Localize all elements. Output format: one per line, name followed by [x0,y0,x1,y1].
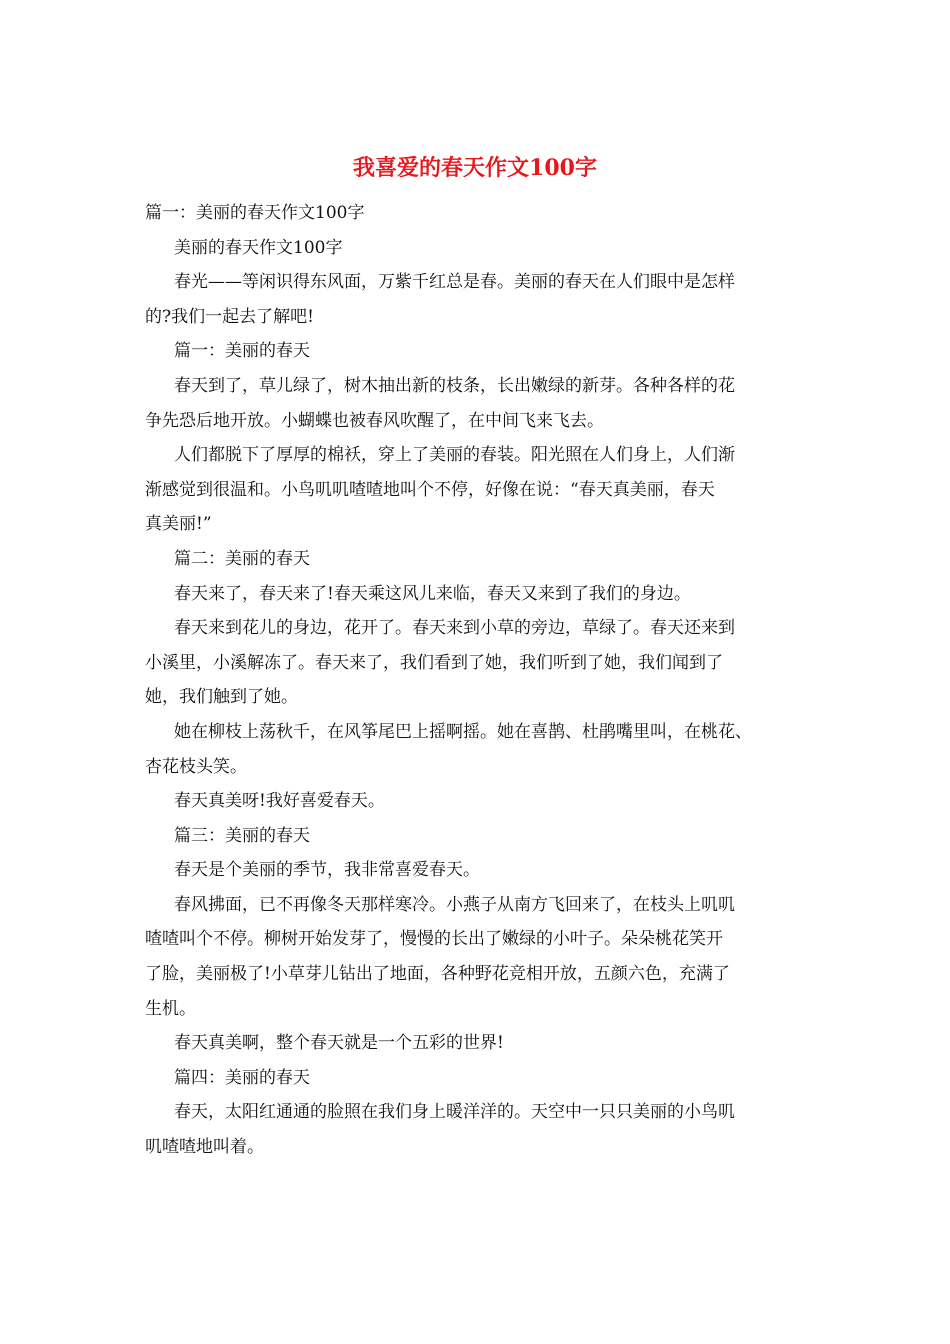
text-line: 篇一：美丽的春天作文100字 [145,203,365,223]
text-line: 篇一：美丽的春天 [174,341,310,362]
text-line: 小溪里，小溪解冻了。春天来了，我们看到了她，我们听到了她，我们闻到了 [145,652,723,673]
text-line: 春天，太阳红通通的脸照在我们身上暖洋洋的。天空中一只只美丽的小鸟叽 [174,1102,735,1123]
text-line: 春天真美呀!我好喜爱春天。 [174,791,385,812]
text-line: 春光——等闲识得东风面，万紫千红总是春。美丽的春天在人们眼中是怎样 [174,272,735,293]
text-line: 叽喳喳地叫着。 [145,1137,264,1158]
text-line: 篇三：美丽的春天 [174,825,310,846]
text-line: 人们都脱下了厚厚的棉袄，穿上了美丽的春装。阳光照在人们身上，人们渐 [174,445,735,466]
text-line: 喳喳叫个不停。柳树开始发芽了，慢慢的长出了嫩绿的小叶子。朵朵桃花笑开 [145,929,723,950]
text-line: 春天来到花儿的身边，花开了。春天来到小草的旁边，草绿了。春天还来到 [174,618,735,639]
text-line: 生机。 [145,998,196,1019]
text-line: 春天是个美丽的季节，我非常喜爱春天。 [174,860,480,881]
text-line: 的?我们一起去了解吧! [145,306,314,327]
text-line: 春天到了，草儿绿了，树木抽出新的枝条，长出嫩绿的新芽。各种各样的花 [174,375,735,396]
text-line: 春天真美啊，整个春天就是一个五彩的世界! [174,1033,504,1054]
text-line: 真美丽!” [145,514,212,535]
document-title: 我喜爱的春天作文100字 [353,155,597,181]
document-body [145,196,817,1165]
text-line: 篇四：美丽的春天 [174,1067,310,1088]
text-line: 她，我们触到了她。 [145,687,298,708]
text-line: 篇二：美丽的春天 [174,548,310,569]
text-line: 争先恐后地开放。小蝴蝶也被春风吹醒了，在中间飞来飞去。 [145,410,604,431]
text-line: 春天来了，春天来了!春天乘这风儿来临，春天又来到了我们的身边。 [174,583,691,604]
text-line: 了脸，美丽极了!小草芽儿钻出了地面，各种野花竞相开放，五颜六色，充满了 [145,964,730,985]
text-line: 杏花枝头笑。 [145,756,247,777]
text-line: 渐感觉到很温和。小鸟叽叽喳喳地叫个不停，好像在说：“春天真美丽，春天 [145,479,715,500]
text-line: 美丽的春天作文100字 [174,237,343,258]
text-line: 她在柳枝上荡秋千，在风筝尾巴上摇啊摇。她在喜鹊、杜鹃嘴里叫，在桃花、 [174,721,752,742]
text-line: 春风拂面，已不再像冬天那样寒冷。小燕子从南方飞回来了，在枝头上叽叽 [174,894,735,915]
